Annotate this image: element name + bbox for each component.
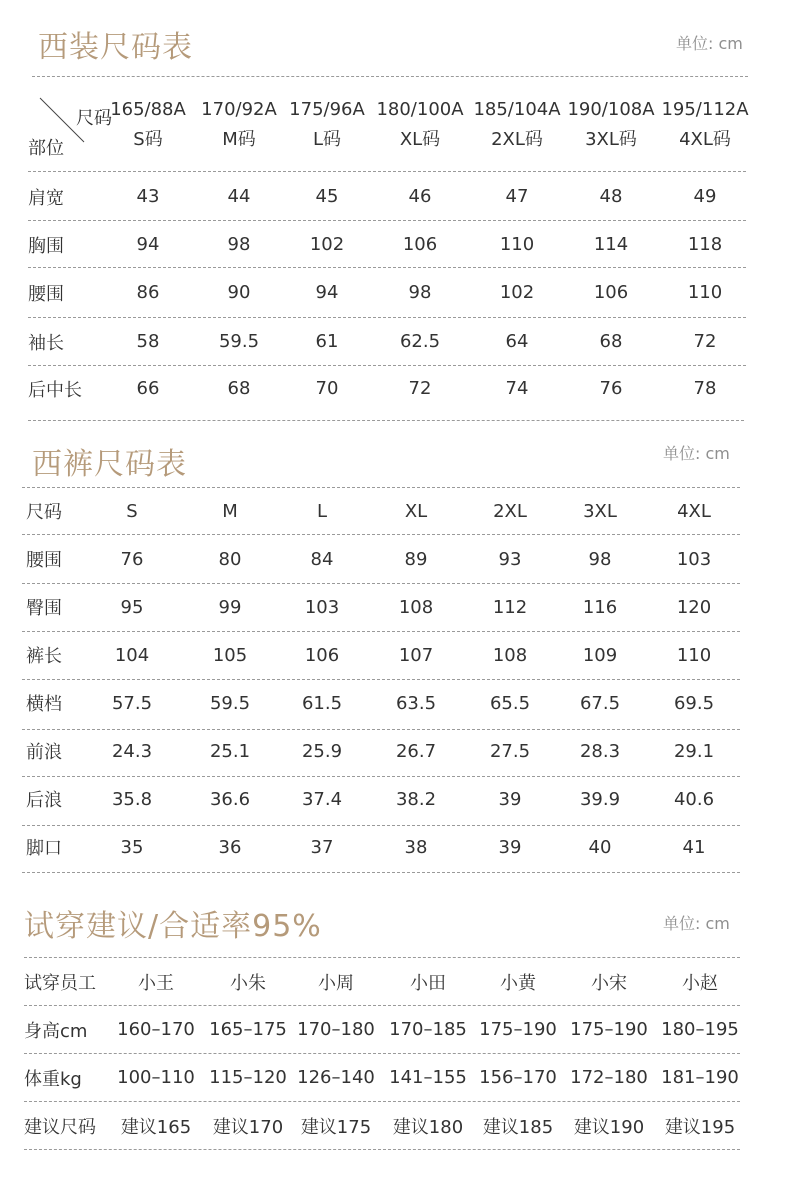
size-header: S bbox=[126, 500, 138, 522]
table-cell: 35.8 bbox=[111, 788, 153, 810]
row-label: 腰围 bbox=[26, 550, 62, 571]
row-label: 后中长 bbox=[28, 379, 82, 401]
corner-size-label: 尺码 bbox=[76, 108, 112, 129]
table-cell: 110 bbox=[676, 644, 712, 666]
table-cell: 102 bbox=[309, 234, 345, 255]
row-label: 肩宽 bbox=[28, 187, 64, 209]
size-header: M bbox=[222, 500, 238, 522]
table-cell: 41 bbox=[682, 836, 706, 858]
table-cell: 108 bbox=[492, 644, 528, 666]
row-label: 试穿员工 bbox=[24, 972, 96, 994]
row-label: 横档 bbox=[26, 694, 62, 715]
table-cell: 170–180 bbox=[297, 1019, 375, 1040]
table-cell: 建议195 bbox=[664, 1116, 736, 1138]
table-cell: 62.5 bbox=[399, 331, 441, 352]
pants-size-section bbox=[0, 425, 790, 875]
size-header: 190/108A 3XL码 bbox=[567, 99, 655, 150]
table-cell: 建议185 bbox=[482, 1116, 554, 1138]
table-row bbox=[26, 728, 746, 774]
table-cell: 84 bbox=[310, 548, 334, 570]
table-cell: 59.5 bbox=[218, 331, 260, 352]
row-label: 腰围 bbox=[28, 283, 64, 305]
table-cell: 37 bbox=[310, 836, 334, 858]
size-header: 170/92A M码 bbox=[201, 99, 277, 150]
size-header: 175/96A L码 bbox=[289, 99, 365, 150]
table-cell: 58 bbox=[136, 331, 160, 352]
row-label: 脚口 bbox=[26, 838, 62, 859]
table-cell: 69.5 bbox=[673, 692, 715, 714]
table-cell: 80 bbox=[218, 548, 242, 570]
table-row bbox=[24, 1102, 754, 1149]
table-cell: 43 bbox=[136, 186, 160, 207]
table-row bbox=[26, 680, 746, 726]
table-cell: 114 bbox=[593, 234, 629, 255]
divider bbox=[28, 420, 744, 421]
table-cell: 72 bbox=[693, 331, 717, 352]
suit-size-section bbox=[0, 0, 790, 425]
table-cell: 26.7 bbox=[395, 740, 437, 762]
person-name: 小周 bbox=[318, 972, 354, 994]
table-cell: 110 bbox=[687, 282, 723, 303]
table-cell: 104 bbox=[114, 644, 150, 666]
table-cell: 175–190 bbox=[479, 1019, 557, 1040]
table-row bbox=[26, 776, 746, 822]
table-cell: 103 bbox=[304, 596, 340, 618]
pants-title: 西裤尺码表 bbox=[32, 447, 187, 482]
table-cell: 108 bbox=[398, 596, 434, 618]
table-cell: 118 bbox=[687, 234, 723, 255]
person-name: 小黄 bbox=[500, 972, 536, 994]
table-cell: 106 bbox=[304, 644, 340, 666]
row-label: 臀围 bbox=[26, 598, 62, 619]
table-cell: 180–195 bbox=[661, 1019, 739, 1040]
table-cell: 90 bbox=[227, 282, 251, 303]
table-cell: 37.4 bbox=[301, 788, 343, 810]
row-label: 尺码 bbox=[26, 502, 62, 523]
fit-suggestion-section bbox=[0, 875, 790, 1200]
row-label: 后浪 bbox=[26, 790, 62, 811]
table-cell: 61.5 bbox=[301, 692, 343, 714]
table-cell: 98 bbox=[227, 234, 251, 255]
table-cell: 47 bbox=[505, 186, 529, 207]
person-name: 小赵 bbox=[682, 972, 718, 994]
table-cell: 68 bbox=[599, 331, 623, 352]
divider bbox=[22, 872, 740, 873]
table-cell: 建议190 bbox=[573, 1116, 645, 1138]
table-cell: 36 bbox=[218, 836, 242, 858]
table-cell: 76 bbox=[120, 548, 144, 570]
corner-cell bbox=[28, 88, 112, 162]
divider bbox=[32, 76, 748, 77]
table-cell: 70 bbox=[315, 378, 339, 399]
divider bbox=[22, 534, 740, 535]
size-header: 195/112A 4XL码 bbox=[661, 99, 749, 150]
row-label: 体重kg bbox=[24, 1068, 82, 1090]
table-row bbox=[28, 174, 758, 219]
size-header: 180/100A XL码 bbox=[376, 99, 464, 150]
table-row bbox=[26, 632, 746, 678]
table-cell: 103 bbox=[676, 548, 712, 570]
table-row bbox=[26, 536, 746, 582]
table-cell: 76 bbox=[599, 378, 623, 399]
size-header: 4XL bbox=[677, 500, 711, 522]
table-cell: 63.5 bbox=[395, 692, 437, 714]
table-cell: 156–170 bbox=[479, 1067, 557, 1088]
suit-unit: 单位: cm bbox=[676, 34, 743, 53]
table-cell: 120 bbox=[676, 596, 712, 618]
divider bbox=[28, 267, 746, 268]
table-row bbox=[28, 366, 758, 411]
table-cell: 94 bbox=[136, 234, 160, 255]
table-cell: 建议175 bbox=[300, 1116, 372, 1138]
table-row bbox=[26, 824, 746, 870]
table-cell: 115–120 bbox=[209, 1067, 287, 1088]
table-cell: 25.1 bbox=[209, 740, 251, 762]
table-cell: 105 bbox=[212, 644, 248, 666]
table-cell: 172–180 bbox=[570, 1067, 648, 1088]
table-cell: 165–175 bbox=[209, 1019, 287, 1040]
fit-title: 试穿建议/合适率95% bbox=[24, 909, 322, 944]
table-cell: 65.5 bbox=[489, 692, 531, 714]
person-name: 小朱 bbox=[230, 972, 266, 994]
table-cell: 40.6 bbox=[673, 788, 715, 810]
table-cell: 93 bbox=[498, 548, 522, 570]
size-header: L bbox=[316, 500, 328, 522]
table-cell: 25.9 bbox=[301, 740, 343, 762]
table-cell: 39 bbox=[498, 788, 522, 810]
table-cell: 38 bbox=[404, 836, 428, 858]
table-cell: 28.3 bbox=[579, 740, 621, 762]
table-row bbox=[28, 222, 758, 267]
table-cell: 建议180 bbox=[392, 1116, 464, 1138]
row-label: 身高cm bbox=[24, 1020, 88, 1042]
table-cell: 38.2 bbox=[395, 788, 437, 810]
table-cell: 106 bbox=[402, 234, 438, 255]
table-cell: 72 bbox=[408, 378, 432, 399]
table-cell: 107 bbox=[398, 644, 434, 666]
table-cell: 建议165 bbox=[120, 1116, 192, 1138]
table-cell: 160–170 bbox=[117, 1019, 195, 1040]
size-header: 2XL bbox=[493, 500, 527, 522]
suit-title: 西装尺码表 bbox=[38, 30, 193, 65]
divider bbox=[28, 171, 746, 172]
suit-header-row bbox=[28, 88, 758, 162]
table-row bbox=[24, 1006, 754, 1053]
table-cell: 116 bbox=[582, 596, 618, 618]
divider bbox=[24, 1149, 740, 1150]
fit-unit: 单位: cm bbox=[663, 914, 730, 933]
table-cell: 86 bbox=[136, 282, 160, 303]
table-cell: 109 bbox=[582, 644, 618, 666]
table-cell: 98 bbox=[408, 282, 432, 303]
table-cell: 175–190 bbox=[570, 1019, 648, 1040]
table-row bbox=[28, 319, 758, 364]
table-cell: 112 bbox=[492, 596, 528, 618]
table-cell: 39.9 bbox=[579, 788, 621, 810]
divider bbox=[28, 220, 746, 221]
table-cell: 74 bbox=[505, 378, 529, 399]
row-label: 建议尺码 bbox=[24, 1116, 96, 1138]
size-header: XL bbox=[404, 500, 428, 522]
table-cell: 49 bbox=[693, 186, 717, 207]
table-cell: 48 bbox=[599, 186, 623, 207]
table-row bbox=[26, 584, 746, 630]
fit-header-row bbox=[24, 958, 754, 1005]
person-name: 小宋 bbox=[591, 972, 627, 994]
table-cell: 141–155 bbox=[389, 1067, 467, 1088]
table-cell: 126–140 bbox=[297, 1067, 375, 1088]
size-header: 185/104A 2XL码 bbox=[473, 99, 561, 150]
table-cell: 181–190 bbox=[661, 1067, 739, 1088]
table-cell: 59.5 bbox=[209, 692, 251, 714]
table-cell: 建议170 bbox=[212, 1116, 284, 1138]
table-cell: 106 bbox=[593, 282, 629, 303]
table-cell: 57.5 bbox=[111, 692, 153, 714]
corner-part-label: 部位 bbox=[28, 138, 64, 159]
table-cell: 67.5 bbox=[579, 692, 621, 714]
table-cell: 100–110 bbox=[117, 1067, 195, 1088]
pants-unit: 单位: cm bbox=[663, 444, 730, 463]
table-cell: 170–185 bbox=[389, 1019, 467, 1040]
divider bbox=[28, 317, 746, 318]
table-cell: 78 bbox=[693, 378, 717, 399]
row-label: 裤长 bbox=[26, 646, 62, 667]
table-row bbox=[28, 270, 758, 315]
table-cell: 98 bbox=[588, 548, 612, 570]
table-cell: 94 bbox=[315, 282, 339, 303]
table-cell: 45 bbox=[315, 186, 339, 207]
row-label: 胸围 bbox=[28, 235, 64, 257]
table-cell: 110 bbox=[499, 234, 535, 255]
row-label: 前浪 bbox=[26, 742, 62, 763]
table-cell: 27.5 bbox=[489, 740, 531, 762]
size-header: 165/88A S码 bbox=[110, 99, 186, 150]
person-name: 小王 bbox=[138, 972, 174, 994]
size-header: 3XL bbox=[583, 500, 617, 522]
table-cell: 102 bbox=[499, 282, 535, 303]
row-label: 袖长 bbox=[28, 332, 64, 354]
table-cell: 36.6 bbox=[209, 788, 251, 810]
table-cell: 46 bbox=[408, 186, 432, 207]
table-cell: 24.3 bbox=[111, 740, 153, 762]
table-cell: 29.1 bbox=[673, 740, 715, 762]
pants-header-row bbox=[26, 488, 746, 534]
table-row bbox=[24, 1054, 754, 1101]
table-cell: 89 bbox=[404, 548, 428, 570]
table-cell: 68 bbox=[227, 378, 251, 399]
table-cell: 66 bbox=[136, 378, 160, 399]
table-cell: 44 bbox=[227, 186, 251, 207]
table-cell: 61 bbox=[315, 331, 339, 352]
person-name: 小田 bbox=[410, 972, 446, 994]
table-cell: 95 bbox=[120, 596, 144, 618]
table-cell: 99 bbox=[218, 596, 242, 618]
table-cell: 64 bbox=[505, 331, 529, 352]
table-cell: 35 bbox=[120, 836, 144, 858]
table-cell: 40 bbox=[588, 836, 612, 858]
table-cell: 39 bbox=[498, 836, 522, 858]
